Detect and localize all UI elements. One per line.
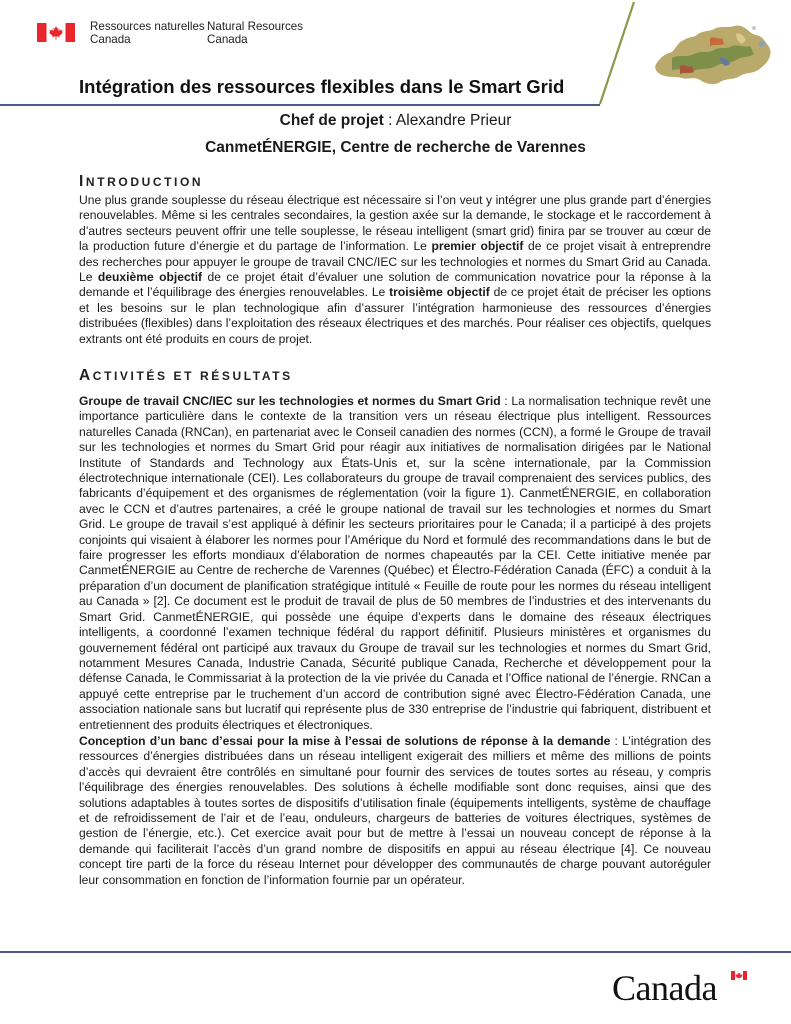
document-title: Intégration des ressources flexibles dans le Smart Grid: [79, 76, 565, 97]
p2-lead-in: Conception d’un banc d’essai pour la mise à l’essai de solutions de réponse à la demande: [79, 734, 611, 748]
p2-body: : L’intégration des ressources d’énergies distribuées dans un réseau intelligent exigerait des milliers et même des millions de points d’accès qui devraient être contrôlés en simultané pour fournir des services de toutes sortes au réseau, y compris l’équilibrage des énergies renouvelables. Des solutions à échelle modifiable sont donc requises, ainsi que des solutions adaptables à toutes sortes de dispositifs d’utilisation finale (équipements intelligents, système de chauffage et de refroidissement de l’air et de l’eau, onduleurs, chargeurs de batteries de voitures électriques, systèmes de gestion de l’énergie, etc.). Cet exercice avait pour but de mettre à l’essai un nouveau concept de réponse à la demande qui faciliterait l’accès d’un grand nombre de dispositifs en appui au réseau électrique [4]. Ce nouveau concept tire parti de la force du réseau Internet pour développer des communautés de charge pouvant autoréguler leur consommation en fonction de l’information fournie par un opérateur.: [79, 734, 711, 887]
canada-wordmark: Canada: [612, 968, 717, 1008]
heading-rest-1: CTIVITÉS ET: [92, 369, 201, 383]
org-en-line1: Natural Resources: [207, 20, 304, 33]
intro-text-4: de ce projet était de préciser les options et les besoins sur le plan technologique afin d’assurer l’intégration harmonieuse des ressources d’énergies distribuées (flexibles) dans l’exploitation des réseaux électriques et des marchés. Pour réaliser ces objectifs, quelques extrants ont été produits en cours de projet.: [79, 285, 711, 346]
heading-initial: I: [79, 173, 86, 190]
org-fr-line2: Canada: [90, 33, 131, 46]
project-lead-name: Alexandre Prieur: [395, 112, 512, 129]
intro-bold-second-objective: deuxième objectif: [97, 270, 203, 285]
org-en-line2: Canada: [207, 33, 248, 46]
heading-initial-a: A: [79, 367, 93, 384]
project-lead-label: Chef de projet: [279, 112, 384, 129]
project-lead-separator: :: [383, 112, 396, 129]
org-fr-line1: Ressources naturelles: [90, 20, 205, 33]
wordmark-flag-icon: [731, 971, 747, 980]
project-lead: [0, 112, 791, 130]
intro-text-2: de ce projet visait à entreprendre des recherches pour appuyer le groupe de travail CNC/IEC sur les technologies et normes du Smart Grid au Canada. Le: [79, 239, 711, 285]
introduction-paragraph: [79, 193, 711, 347]
heading-rest: NTRODUCTION: [85, 175, 204, 189]
intro-text-3: de ce projet était d’évaluer une solution de communication novatrice pour la réponse à la demande et l’équilibrage des énergies renouvelables. Le: [79, 270, 711, 300]
heading-rest-2: RÉSULTATS: [200, 369, 293, 383]
intro-bold-third-objective: troisième objectif: [389, 285, 490, 300]
intro-text-1: Une plus grande souplesse du réseau électrique est nécessaire si l’on veut y intégrer une plus grande part d’énergies renouvelables. Même si les centrales secondaires, la gestion axée sur la demande, le stockage et le raccordement à d’autres secteurs peuvent offrir une telle souplesse, le réseau intelligent (smart grid) finira par se trouver au cœur de la production future d’énergie et du partage de l’information. Le: [79, 193, 711, 254]
organization-name: CanmetÉNERGIE, Centre de recherche de Varennes: [205, 139, 586, 156]
title-underline-rule: [0, 104, 600, 106]
p1-lead-in: Groupe de travail CNC/IEC sur les technologies et normes du Smart Grid: [79, 394, 501, 408]
intro-bold-first-objective: premier objectif: [431, 239, 524, 254]
footer-rule: [0, 951, 791, 953]
p1-body: : La normalisation technique revêt une importance particulière dans le contexte de la transition vers un réseau électrique plus intelligent. Ressources naturelles Canada (RNCan), en partenariat avec le Conseil canadien des normes (CCN), a formé le Groupe de travail sur les technologies et normes du Smart Grid pour réagir aux initiatives de normalisation dirigées par le National Institute of Standards and Technology aux États-Unis et, sur la scène internationale, par la Commission électrotechnique internationale (CEI). Les collaborateurs du groupe de travail comprenaient des services publics, des fabricants d’équipement et des organismes de réglementation (voir la figure 1). CanmetÉNERGIE, en collaboration avec le CCN et d’autres partenaires, a créé le groupe national de travail sur les technologies et normes du Smart Grid. Le groupe de travail s’est appliqué à définir les secteurs prioritaires pour le Canada; il a participé à des projets conjoints qui visaient à élaborer les normes pour l’Amérique du Nord et formulé des recommandations dans le but de faire progresser les efforts mondiaux d’élaboration de normes chapeautés par la CEI. Cette initiative menée par CanmetÉNERGIE au Centre de recherche de Varennes (Québec) et Électro-Fédération Canada (ÉFC) a conduit à la préparation d’un document de planification stratégique intitulé « Feuille de route pour les normes du réseau intelligent au Canada » [2]. Ce document est le produit de travail de plus de 50 membres de l’industries et des intervenants du Smart Grid. CanmetÉNERGIE, qui possède une équipe d’experts dans le domaine des réseaux électriques intelligents, a coordonné l’examen technique fédéral du rapport définitif. Plusieurs ministères et organismes du gouvernement fédéral ont participé aux travaux du Groupe de travail sur les technologies et normes du Smart Grid, notamment Mesures Canada, Industrie Canada, Sécurité publique Canada, Recherche et développement pour la défense Canada, le Commissariat à la protection de la vie privée du Canada et l’Office national de l’énergie. RNCan a appuyé cette entreprise par le truchement d’un accord de contribution signé avec Électro-Fédération Canada, une association nationale sans but lucratif qui représente plus de 330 entreprise de l’industrie qui fabriquent, distribuent et entretiennent des produits électriques et électroniques.: [79, 394, 711, 732]
section-heading-activities-results: [79, 367, 293, 385]
section-heading-introduction: [79, 173, 203, 191]
activities-paragraph-working-group: [79, 394, 711, 733]
activities-paragraph-test-bench: [79, 734, 711, 888]
